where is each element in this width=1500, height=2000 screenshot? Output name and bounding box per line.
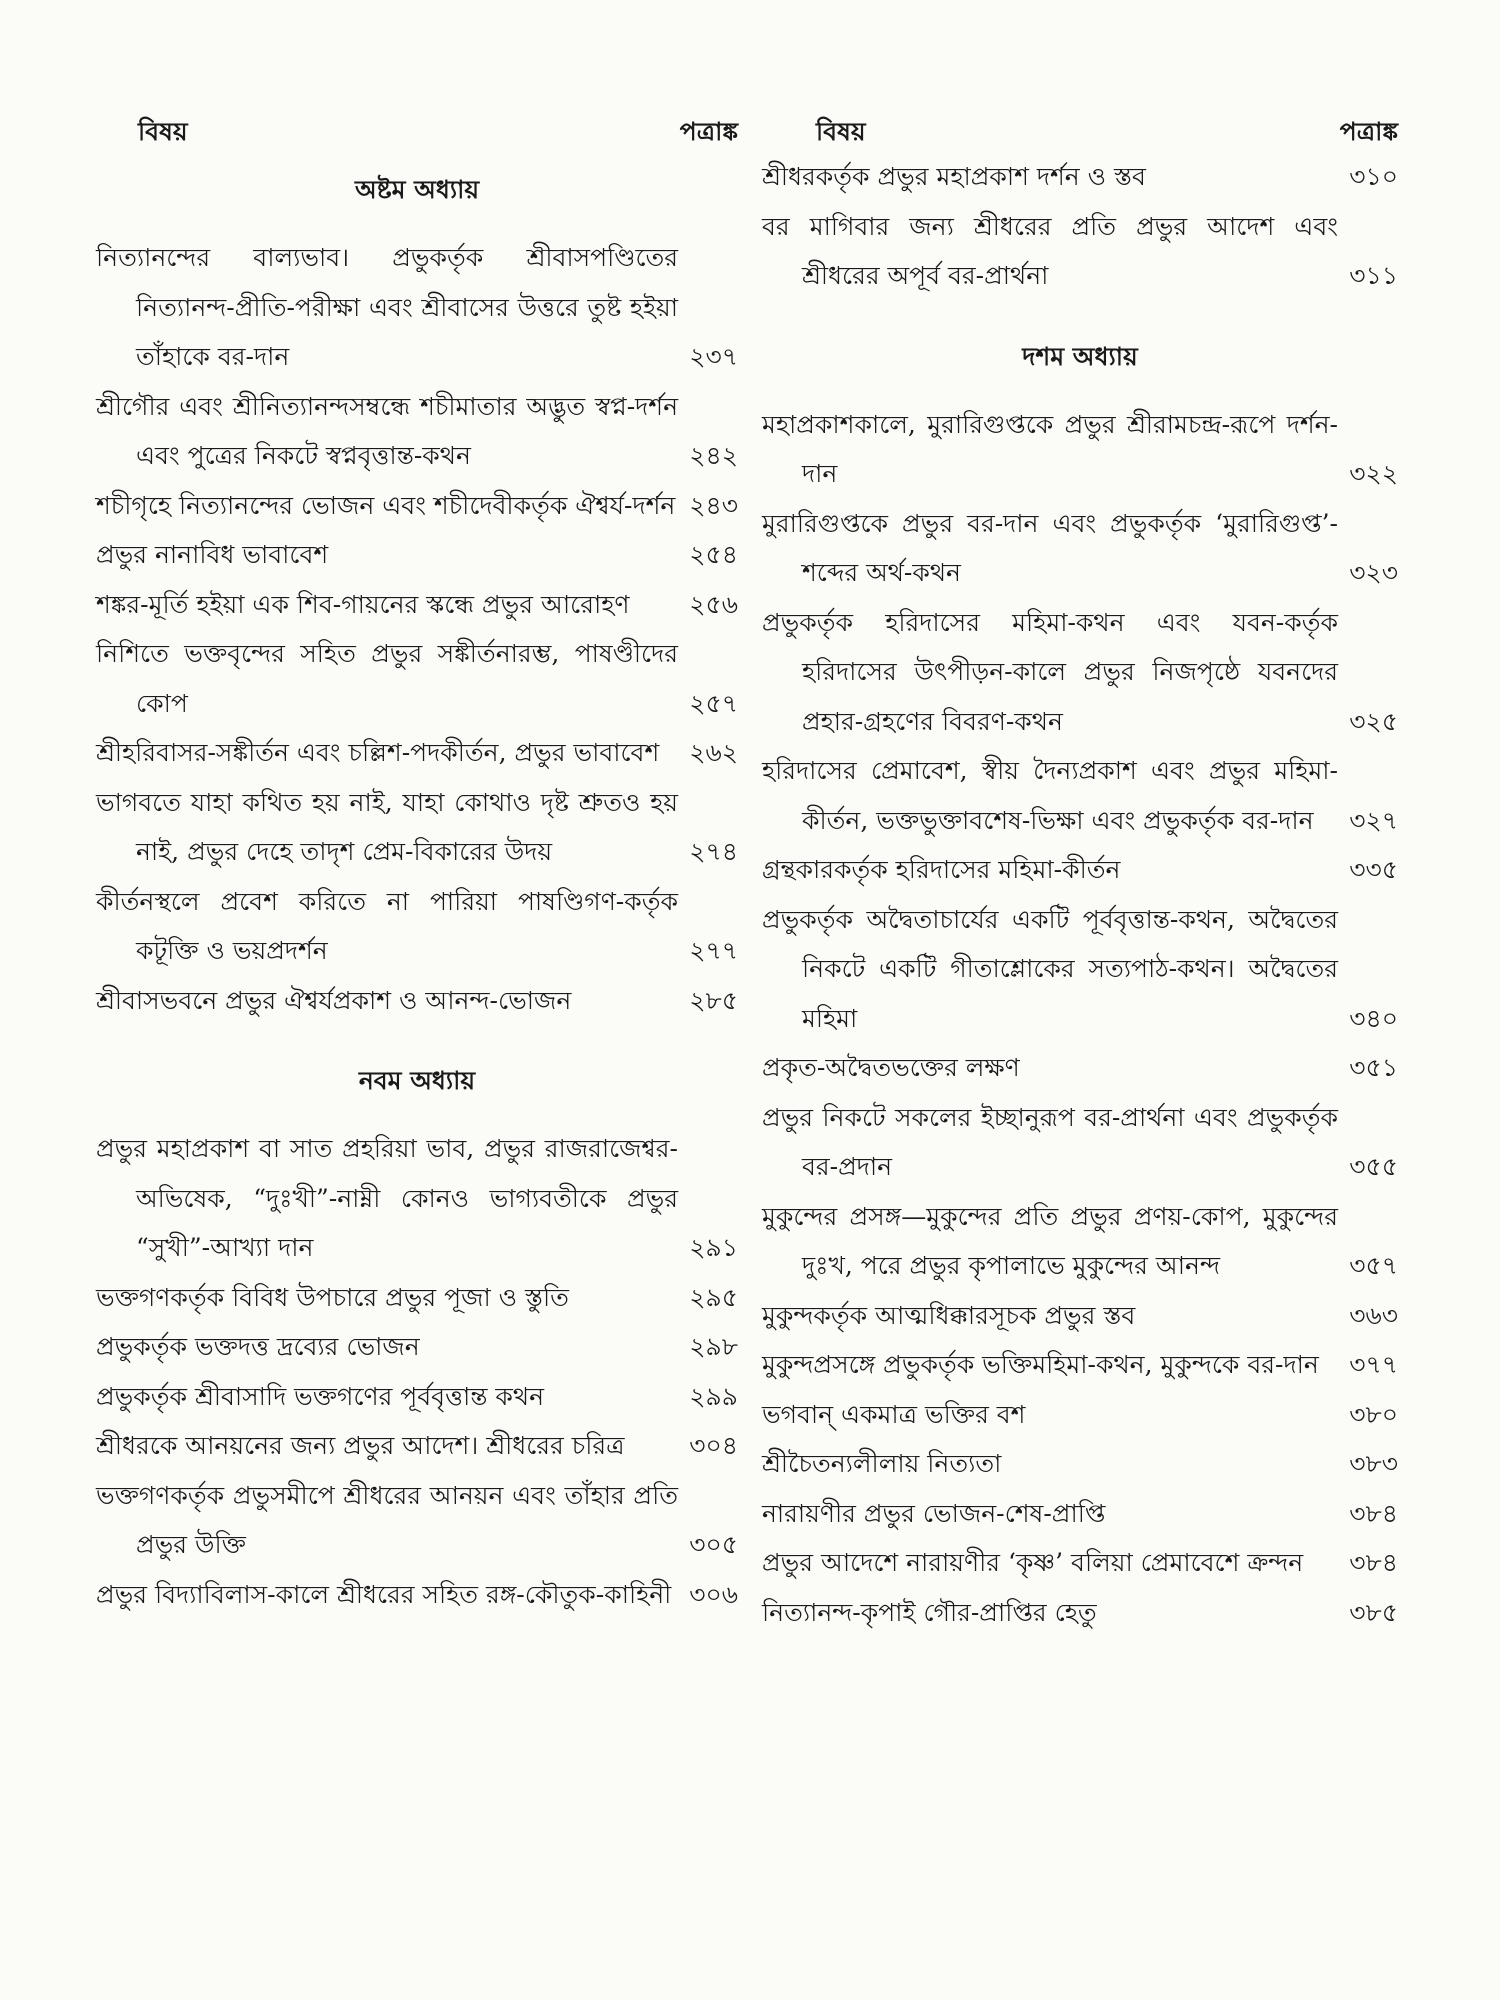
toc-entry [96,580,738,630]
toc-entry [762,1043,1398,1093]
toc-entry [762,499,1398,598]
toc-entry [762,1291,1398,1341]
entry-page-number: ২৫৪ [689,540,738,569]
entry-title: শ্রীগৌর এবং শ্রীনিত্যানন্দসম্বন্ধে শচীমাতার অদ্ভুত স্বপ্ন-দর্শন এবং পুত্রের নিকটে স্বপ্নবৃত্তান্ত-কথন [96,391,678,470]
toc-entry [96,629,738,728]
entry-title: প্রকৃত-অদ্বৈতভক্তের লক্ষণ [762,1053,1020,1082]
subject-header: বিষয় [816,117,866,146]
entry-page-number: ৩৫৫ [1349,1152,1398,1181]
toc-entry [96,233,738,382]
entry-page-number: ৩০৬ [689,1579,738,1609]
toc-entry [762,1439,1398,1489]
toc-entry [762,202,1398,301]
entry-page-number: ২৫৭ [689,688,738,718]
toc-entry [762,152,1398,202]
right-column [762,112,1398,1637]
entry-title: প্রভুকর্তৃক অদ্বৈতাচার্যের একটি পূর্ববৃত্তান্ত-কথন, অদ্বৈতের নিকটে একটি গীতাশ্লোকের সত্যপাঠ-কথন। অদ্বৈতের মহিমা [762,904,1338,1033]
chapter-heading: নবম অধ্যায় [358,1066,476,1095]
entry-title: প্রভুর নানাবিধ ভাবাবেশ [96,540,329,569]
entry-title: শচীগৃহে নিত্যানন্দের ভোজন এবং শচীদেবীকর্তৃক ঐশ্বর্য-দর্শন [96,490,676,520]
entry-title: নারায়ণীর প্রভুর ভোজন-শেষ-প্রাপ্তি [762,1498,1106,1528]
entry-page-number: ২৭৭ [689,936,738,965]
entry-page-number: ২৪৩ [689,490,738,520]
entry-page-number: ৩৩৫ [1349,855,1398,884]
entry-page-number: ২৩৭ [689,342,738,371]
entry-page-number: ৩০৫ [689,1530,738,1559]
chapter-heading: দশম অধ্যায় [1022,341,1138,371]
entry-title: প্রভুর মহাপ্রকাশ বা সাত প্রহরিয়া ভাব, প্রভুর রাজরাজেশ্বর-অভিষেক, “দুঃখী”-নাম্নী কোনও ভাগ্যবতীকে প্রভুর “সুখী”-আখ্যা দান [96,1134,678,1262]
toc-entry [762,400,1398,499]
toc-entry [762,746,1398,845]
toc-entry [96,382,738,481]
spacer [762,301,1398,329]
entry-page-number: ৩৮৫ [1349,1597,1398,1627]
entry-title: প্রভুর আদেশে নারায়ণীর ‘কৃষ্ণ’ বলিয়া প্রেমাবেশে ক্রন্দন [762,1548,1304,1577]
entry-title: প্রভুর বিদ্যাবিলাস-কালে শ্রীধরের সহিত রঙ্গ-কৌতুক-কাহিনী [96,1579,672,1609]
entry-title: হরিদাসের প্রেমাবেশ, স্বীয় দৈন্যপ্রকাশ এবং প্রভুর মহিমা-কীর্তন, ভক্তভুক্তাবশেষ-ভিক্ষা এবং প্রভুকর্তৃক বর-দান [762,756,1338,835]
spacer [96,1025,738,1053]
entry-title: শ্রীহরিবাসর-সঙ্কীর্তন এবং চল্লিশ-পদকীর্তন, প্রভুর ভাবাবেশ [96,738,660,767]
entry-page-number: ৩২৩ [1349,558,1398,587]
chapter-9-entries [96,1124,738,1619]
chapter-heading: অষ্টম অধ্যায় [354,175,480,204]
subject-header: বিষয় [138,117,188,146]
entry-page-number: ৩০৪ [689,1431,738,1460]
entry-title: নিশিতে ভক্তবৃন্দের সহিত প্রভুর সঙ্কীর্তনারম্ভ, পাষণ্ডীদের কোপ [96,639,678,718]
toc-entry [96,1471,738,1570]
entry-title: মুকুন্দপ্রসঙ্গে প্রভুকর্তৃক ভক্তিমহিমা-কথন, মুকুন্দকে বর-দান [762,1350,1319,1379]
entry-title: শ্রীচৈতন্যলীলায় নিত্যতা [762,1449,1002,1478]
entry-title: নিত্যানন্দের বাল্যভাব। প্রভুকর্তৃক শ্রীবাসপণ্ডিতের নিত্যানন্দ-প্রীতি-পরীক্ষা এবং শ্রীবাসের উত্তরে তুষ্ট হইয়া তাঁহাকে বর-দান [96,243,678,371]
entry-page-number: ২৫৬ [689,589,738,619]
entry-page-number: ২৮৫ [689,985,738,1015]
entry-page-number: ৩২২ [1349,459,1398,488]
entry-page-number: ৩৮৩ [1349,1449,1398,1478]
entry-page-number: ৩৪০ [1349,1003,1398,1033]
entry-page-number: ২৬২ [689,738,738,767]
toc-entry [762,1588,1398,1638]
entry-title: শঙ্কর-মূর্তি হইয়া এক শিব-গায়নের স্কন্ধে প্রভুর আরোহণ [96,589,630,619]
entry-title: শ্রীবাসভবনে প্রভুর ঐশ্বর্যপ্রকাশ ও আনন্দ-ভোজন [96,985,572,1015]
entry-title: নিত্যানন্দ-কৃপাই গৌর-প্রাপ্তির হেতু [762,1597,1097,1627]
entry-page-number: ২৯৮ [689,1332,738,1361]
toc-entry [96,1273,738,1323]
toc-entry [96,1570,738,1620]
entry-page-number: ২৯১ [689,1233,738,1262]
toc-entry [762,1390,1398,1440]
entry-page-number: ৩৬৩ [1349,1300,1398,1330]
toc-entry [762,1340,1398,1390]
entry-page-number: ২৪২ [689,441,738,470]
entry-page-number: ৩৫৭ [1349,1251,1398,1280]
chapter-8-entries [96,233,738,1025]
entry-page-number: ২৯৯ [689,1381,738,1411]
toc-entry [96,877,738,976]
toc-entry [96,1322,738,1372]
entry-page-number: ৩৮৪ [1349,1498,1398,1528]
entry-title: মুকুন্দের প্রসঙ্গ—মুকুন্দের প্রতি প্রভুর প্রণয়-কোপ, মুকুন্দের দুঃখ, পরে প্রভুর কৃপালাভে মুকুন্দের আনন্দ [762,1201,1338,1280]
entry-title: ভগবান্ একমাত্র ভক্তির বশ [762,1399,1026,1429]
chapter-9-continued-entries [762,152,1398,301]
toc-entry [762,1538,1398,1588]
toc-entry [96,976,738,1026]
page-number-header: পত্রাঙ্ক [679,117,738,146]
toc-entry [762,895,1398,1044]
chapter-10-entries [762,400,1398,1638]
entry-page-number: ৩৭৭ [1349,1350,1398,1379]
entry-page-number: ৩২৭ [1349,805,1398,835]
entry-title: বর মাগিবার জন্য শ্রীধরের প্রতি প্রভুর আদেশ এবং শ্রীধরের অপূর্ব বর-প্রার্থনা [762,211,1338,290]
page-number-header: পত্রাঙ্ক [1339,117,1398,146]
entry-title: মহাপ্রকাশকালে, মুরারিগুপ্তকে প্রভুর শ্রীরামচন্দ্র-রূপে দর্শন-দান [762,409,1338,488]
entry-title: ভক্তগণকর্তৃক বিবিধ উপচারে প্রভুর পূজা ও স্তুতি [96,1282,569,1312]
toc-entry [762,1093,1398,1192]
toc-entry [96,1372,738,1422]
entry-page-number: ২৯৫ [689,1282,738,1312]
entry-page-number: ৩১১ [1349,261,1398,290]
toc-entry [96,481,738,531]
entry-page-number: ৩৫১ [1349,1053,1398,1082]
entry-title: প্রভুকর্তৃক হরিদাসের মহিমা-কথন এবং যবন-কর্তৃক হরিদাসের উৎপীড়ন-কালে প্রভুর নিজপৃষ্ঠে যবনদের প্রহার-গ্রহণের বিবরণ-কথন [762,607,1338,736]
entry-page-number: ২৭৪ [689,837,738,866]
entry-page-number: ৩৮০ [1349,1399,1398,1429]
toc-entry [762,1192,1398,1291]
entry-title: কীর্তনস্থলে প্রবেশ করিতে না পারিয়া পাষণ্ডিগণ-কর্তৃক কটূক্তি ও ভয়প্রদর্শন [96,886,678,965]
entry-page-number: ৩১০ [1349,162,1398,191]
toc-entry [96,1124,738,1273]
entry-title: শ্রীধরকর্তৃক প্রভুর মহাপ্রকাশ দর্শন ও স্তব [762,162,1146,191]
entry-title: মুকুন্দকর্তৃক আত্মধিক্কারসূচক প্রভুর স্তব [762,1300,1136,1330]
toc-entry [96,728,738,778]
toc-entry [762,845,1398,895]
left-column-header [96,112,738,162]
entry-title: প্রভুকর্তৃক ভক্তদত্ত দ্রব্যের ভোজন [96,1332,420,1361]
toc-entry [762,1489,1398,1539]
entry-page-number: ৩২৫ [1349,706,1398,736]
toc-entry [96,1421,738,1471]
entry-title: ভাগবতে যাহা কথিত হয় নাই, যাহা কোথাও দৃষ্ট শ্রুতও হয় নাই, প্রভুর দেহে তাদৃশ প্রেম-বিকারের উদয় [96,787,678,866]
entry-title: গ্রন্থকারকর্তৃক হরিদাসের মহিমা-কীর্তন [762,855,1121,884]
entry-title: শ্রীধরকে আনয়নের জন্য প্রভুর আদেশ। শ্রীধরের চরিত্র [96,1431,625,1460]
entry-title: ভক্তগণকর্তৃক প্রভুসমীপে শ্রীধরের আনয়ন এবং তাঁহার প্রতি প্রভুর উক্তি [96,1480,678,1559]
toc-entry [762,598,1398,747]
left-column [96,112,738,1619]
toc-entry [96,530,738,580]
toc-entry [96,778,738,877]
entry-page-number: ৩৮৪ [1349,1548,1398,1577]
entry-title: প্রভুকর্তৃক শ্রীবাসাদি ভক্তগণের পূর্ববৃত্তান্ত কথন [96,1381,545,1411]
entry-title: মুরারিগুপ্তকে প্রভুর বর-দান এবং প্রভুকর্তৃক ‘মুরারিগুপ্ত’-শব্দের অর্থ-কথন [762,508,1338,587]
entry-title: প্রভুর নিকটে সকলের ইচ্ছানুরূপ বর-প্রার্থনা এবং প্রভুকর্তৃক বর-প্রদান [762,1102,1338,1181]
